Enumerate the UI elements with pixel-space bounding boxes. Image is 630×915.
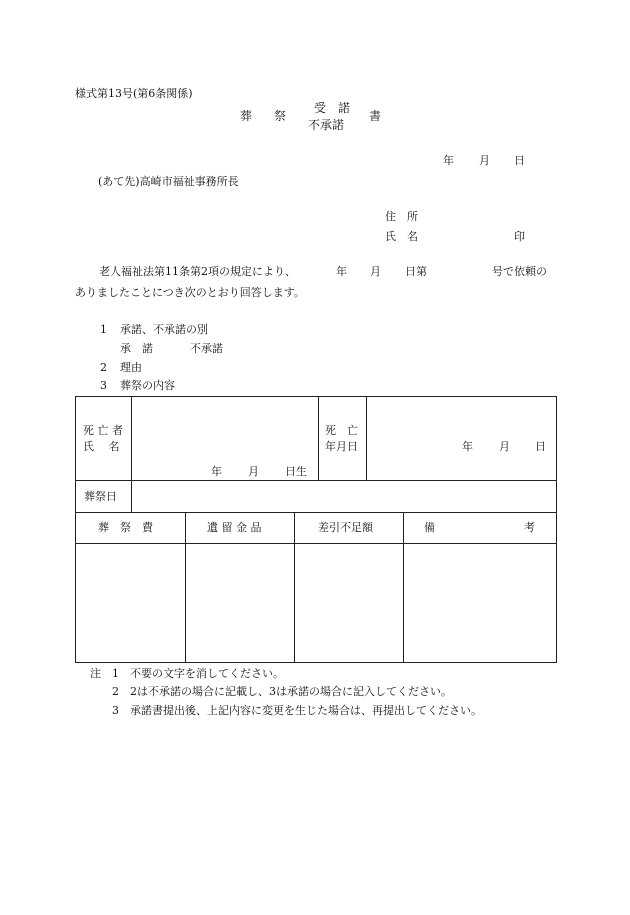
table-label-divider <box>131 396 132 513</box>
item1-text: 承諾、不承諾の別 <box>120 323 208 336</box>
date-year: 年 <box>443 154 454 167</box>
funeral-date-label: 葬祭日 <box>84 490 117 503</box>
title-option-accept: 受 諾 <box>314 101 351 115</box>
note1-text: 不要の文字を消してください。 <box>130 667 284 680</box>
table-divider-2 <box>75 512 557 513</box>
table-border-left <box>75 396 76 663</box>
body-year: 年 <box>336 265 347 278</box>
table-col-divider-3 <box>403 512 404 663</box>
death-label-1: 死 亡 <box>325 424 358 437</box>
birth-year: 年 <box>211 465 222 478</box>
seal-mark: 印 <box>514 230 525 243</box>
col-remarks-1: 備 <box>424 521 435 534</box>
body-line2: ありましたことにつき次のとおり回答します。 <box>75 286 305 299</box>
title-option-decline: 不承諾 <box>308 118 345 132</box>
note1-number: 1 <box>112 667 119 680</box>
item1-number: 1 <box>100 323 107 336</box>
death-day: 日 <box>535 440 546 453</box>
death-month: 月 <box>499 440 510 453</box>
death-label-2: 年月日 <box>325 440 358 453</box>
body-line1: 老人福祉法第11条第2項の規定により、 <box>99 265 296 278</box>
death-year: 年 <box>462 440 473 453</box>
table-col-divider-1 <box>185 512 186 663</box>
table-col-divider-2 <box>294 512 295 663</box>
item3-number: 3 <box>100 379 107 392</box>
title-suffix: 書 <box>369 109 382 123</box>
title-char-1: 葬 <box>240 109 253 123</box>
col-estate: 遺 留 金 品 <box>207 521 262 534</box>
address-label: 住 所 <box>385 210 418 223</box>
col-shortfall: 差引不足額 <box>318 521 373 534</box>
notes-label: 注 <box>90 667 101 680</box>
table-border-right <box>556 396 557 663</box>
body-month: 月 <box>370 265 381 278</box>
date-month: 月 <box>479 154 490 167</box>
body-day: 日第 <box>405 265 427 278</box>
form-number: 様式第13号(第6条関係) <box>75 87 193 100</box>
note3-number: 3 <box>112 704 119 717</box>
table-death-divider-b <box>366 396 367 481</box>
note2-text: 2は不承諾の場合に記載し、3は承諾の場合に記入してください。 <box>130 685 452 698</box>
item1-option-decline: 不承諾 <box>190 342 223 355</box>
col-funeral-cost: 葬 祭 費 <box>98 521 153 534</box>
deceased-label-1: 死 亡 者 <box>83 424 123 437</box>
col-remarks-2: 考 <box>524 521 535 534</box>
title-char-2: 祭 <box>274 109 287 123</box>
date-day: 日 <box>514 154 525 167</box>
body-line1-end: 号で依頼の <box>492 265 547 278</box>
item2-number: 2 <box>100 361 107 374</box>
item1-option-accept: 承 諾 <box>120 342 153 355</box>
table-divider-1 <box>75 480 557 481</box>
table-death-divider-a <box>318 396 319 481</box>
table-border-top <box>75 396 557 397</box>
table-border-bottom <box>75 662 557 663</box>
item3-text: 葬祭の内容 <box>120 379 175 392</box>
birth-day: 日生 <box>285 465 307 478</box>
table-divider-3 <box>75 543 557 544</box>
item2-text: 理由 <box>120 361 142 374</box>
deceased-label-2: 氏 名 <box>83 440 120 453</box>
name-label: 氏 名 <box>385 230 418 243</box>
birth-month: 月 <box>248 465 259 478</box>
note3-text: 承諾書提出後、上記内容に変更を生じた場合は、再提出してください。 <box>130 704 482 717</box>
note2-number: 2 <box>112 685 119 698</box>
addressee: (あて先)高崎市福祉事務所長 <box>98 175 239 188</box>
